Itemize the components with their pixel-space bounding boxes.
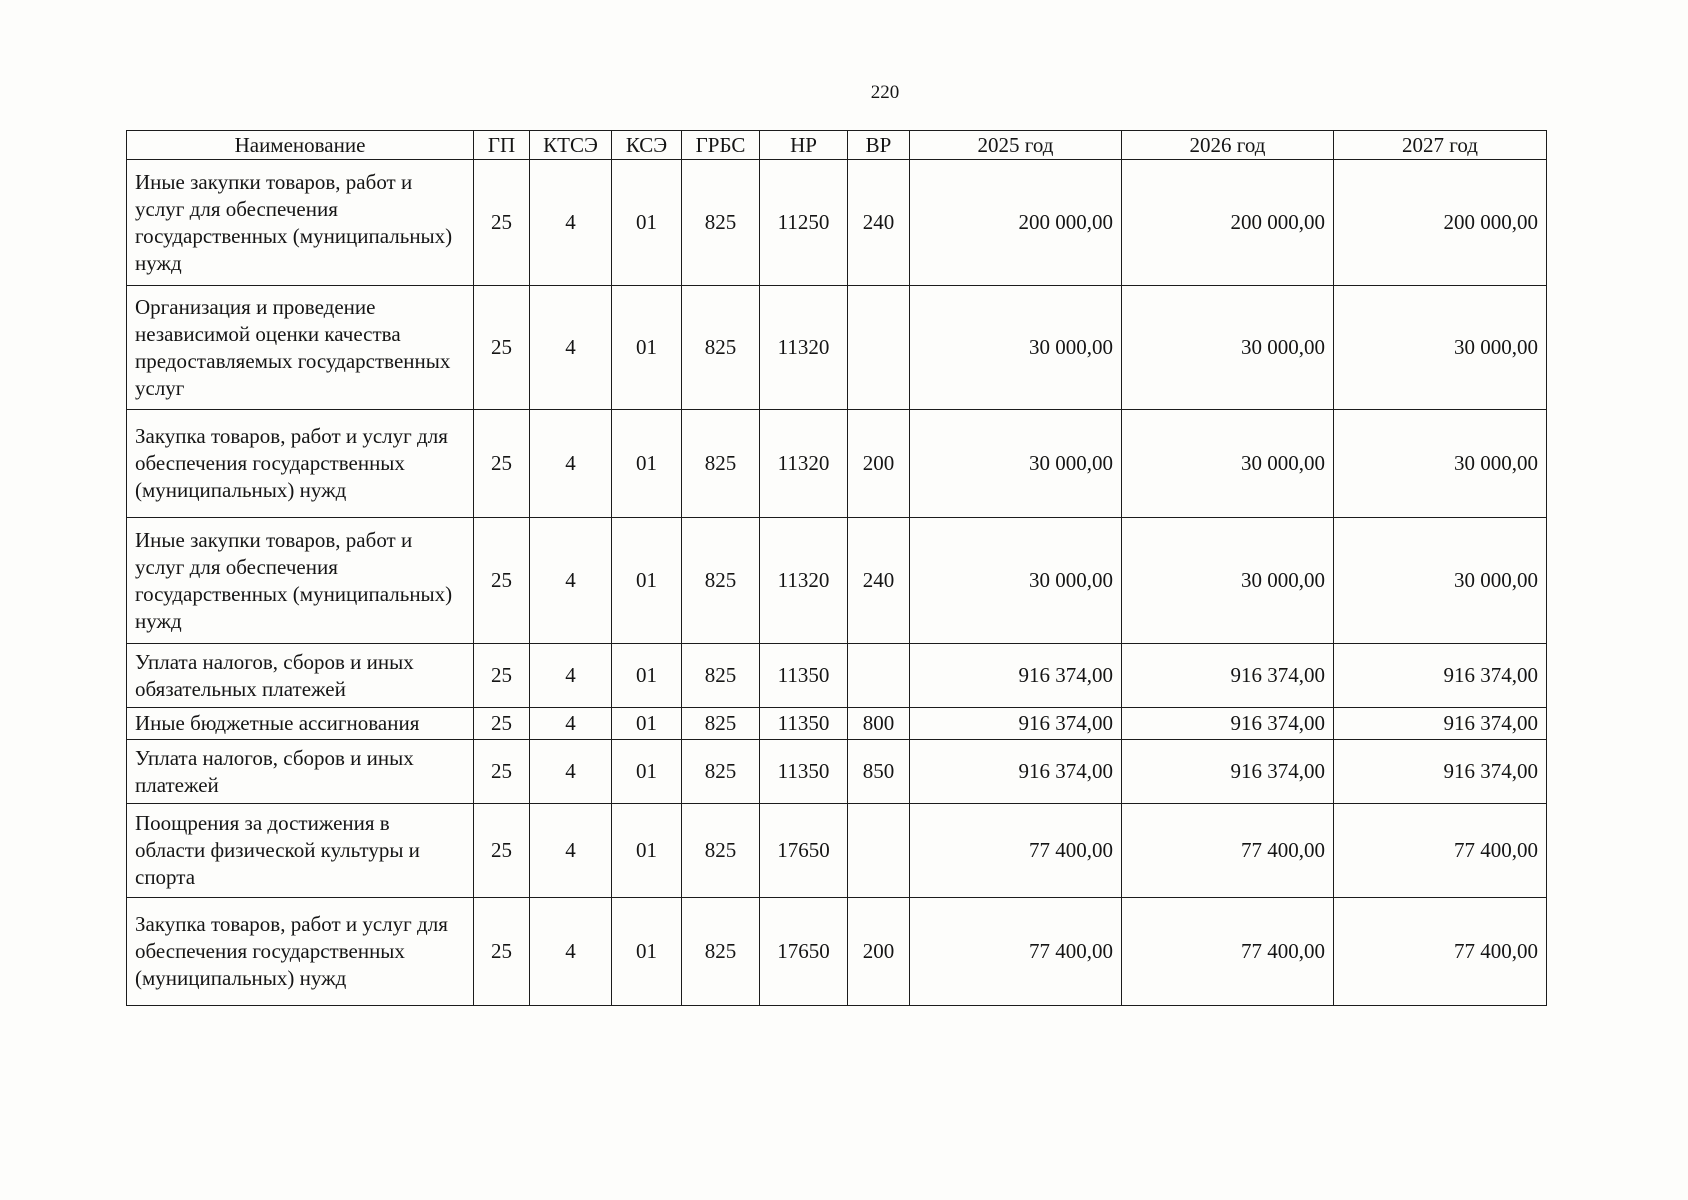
row-kse: 01 <box>612 410 682 518</box>
row-kse: 01 <box>612 740 682 804</box>
table-row <box>127 160 1547 286</box>
row-2026: 200 000,00 <box>1122 160 1334 286</box>
row-2027: 200 000,00 <box>1334 160 1547 286</box>
row-2026: 30 000,00 <box>1122 286 1334 410</box>
row-kse: 01 <box>612 804 682 898</box>
header-2027: 2027 год <box>1334 131 1547 160</box>
table-row <box>127 804 1547 898</box>
row-ktse: 4 <box>530 410 612 518</box>
row-vr: 800 <box>848 708 910 740</box>
row-vr <box>848 644 910 708</box>
row-nr: 11350 <box>760 644 848 708</box>
row-2026: 916 374,00 <box>1122 740 1334 804</box>
row-ktse: 4 <box>530 518 612 644</box>
row-name: Закупка товаров, работ и услуг для обеспечения государственных (муниципальных) нужд <box>127 898 474 1006</box>
header-nr: НР <box>760 131 848 160</box>
row-name: Иные закупки товаров, работ и услуг для обеспечения государственных (муниципальных) нужд <box>127 518 474 644</box>
row-2027: 77 400,00 <box>1334 898 1547 1006</box>
page-number: 220 <box>870 82 900 103</box>
table-row <box>127 898 1547 1006</box>
table-row <box>127 518 1547 644</box>
row-2026: 77 400,00 <box>1122 804 1334 898</box>
row-kse: 01 <box>612 898 682 1006</box>
row-2025: 30 000,00 <box>910 518 1122 644</box>
row-name: Иные бюджетные ассигнования <box>127 708 474 740</box>
row-grbs: 825 <box>682 804 760 898</box>
row-2025: 30 000,00 <box>910 286 1122 410</box>
row-ktse: 4 <box>530 708 612 740</box>
row-gp: 25 <box>474 804 530 898</box>
row-kse: 01 <box>612 518 682 644</box>
row-name: Уплата налогов, сборов и иных обязательных платежей <box>127 644 474 708</box>
row-kse: 01 <box>612 286 682 410</box>
row-vr <box>848 286 910 410</box>
row-2026: 30 000,00 <box>1122 410 1334 518</box>
row-2025: 77 400,00 <box>910 804 1122 898</box>
row-2025: 77 400,00 <box>910 898 1122 1006</box>
row-vr: 240 <box>848 160 910 286</box>
row-ktse: 4 <box>530 286 612 410</box>
row-nr: 11320 <box>760 518 848 644</box>
table-row <box>127 286 1547 410</box>
row-2026: 30 000,00 <box>1122 518 1334 644</box>
row-2026: 77 400,00 <box>1122 898 1334 1006</box>
row-grbs: 825 <box>682 518 760 644</box>
row-2025: 916 374,00 <box>910 644 1122 708</box>
row-grbs: 825 <box>682 898 760 1006</box>
row-vr: 200 <box>848 898 910 1006</box>
row-gp: 25 <box>474 160 530 286</box>
row-name: Уплата налогов, сборов и иных платежей <box>127 740 474 804</box>
row-nr: 17650 <box>760 804 848 898</box>
row-nr: 17650 <box>760 898 848 1006</box>
row-gp: 25 <box>474 644 530 708</box>
table-row <box>127 410 1547 518</box>
row-name: Поощрения за достижения в области физической культуры и спорта <box>127 804 474 898</box>
row-name: Закупка товаров, работ и услуг для обеспечения государственных (муниципальных) нужд <box>127 410 474 518</box>
row-ktse: 4 <box>530 804 612 898</box>
row-ktse: 4 <box>530 160 612 286</box>
row-2027: 916 374,00 <box>1334 644 1547 708</box>
table-row <box>127 740 1547 804</box>
row-nr: 11250 <box>760 160 848 286</box>
row-nr: 11320 <box>760 410 848 518</box>
row-grbs: 825 <box>682 740 760 804</box>
row-vr: 240 <box>848 518 910 644</box>
row-grbs: 825 <box>682 286 760 410</box>
row-grbs: 825 <box>682 160 760 286</box>
row-2027: 30 000,00 <box>1334 518 1547 644</box>
row-kse: 01 <box>612 708 682 740</box>
row-2025: 30 000,00 <box>910 410 1122 518</box>
row-gp: 25 <box>474 286 530 410</box>
row-name: Иные закупки товаров, работ и услуг для обеспечения государственных (муниципальных) нужд <box>127 160 474 286</box>
header-name: Наименование <box>127 131 474 160</box>
row-ktse: 4 <box>530 644 612 708</box>
row-grbs: 825 <box>682 708 760 740</box>
row-2026: 916 374,00 <box>1122 708 1334 740</box>
row-ktse: 4 <box>530 898 612 1006</box>
row-grbs: 825 <box>682 644 760 708</box>
row-2027: 30 000,00 <box>1334 286 1547 410</box>
row-name: Организация и проведение независимой оценки качества предоставляемых государственных услуг <box>127 286 474 410</box>
row-2026: 916 374,00 <box>1122 644 1334 708</box>
row-vr: 850 <box>848 740 910 804</box>
header-gp: ГП <box>474 131 530 160</box>
row-kse: 01 <box>612 160 682 286</box>
row-vr <box>848 804 910 898</box>
row-ktse: 4 <box>530 740 612 804</box>
row-grbs: 825 <box>682 410 760 518</box>
header-2025: 2025 год <box>910 131 1122 160</box>
row-gp: 25 <box>474 740 530 804</box>
header-grbs: ГРБС <box>682 131 760 160</box>
header-ktse: КТСЭ <box>530 131 612 160</box>
row-2027: 77 400,00 <box>1334 804 1547 898</box>
table-row <box>127 644 1547 708</box>
row-2027: 30 000,00 <box>1334 410 1547 518</box>
table-row <box>127 708 1547 740</box>
row-nr: 11350 <box>760 740 848 804</box>
row-vr: 200 <box>848 410 910 518</box>
header-row <box>127 131 1547 160</box>
row-nr: 11320 <box>760 286 848 410</box>
header-vr: ВР <box>848 131 910 160</box>
row-nr: 11350 <box>760 708 848 740</box>
row-gp: 25 <box>474 410 530 518</box>
budget-table <box>126 130 1547 1006</box>
row-gp: 25 <box>474 708 530 740</box>
header-kse: КСЭ <box>612 131 682 160</box>
row-2027: 916 374,00 <box>1334 708 1547 740</box>
row-2025: 916 374,00 <box>910 740 1122 804</box>
row-gp: 25 <box>474 898 530 1006</box>
row-kse: 01 <box>612 644 682 708</box>
row-2025: 200 000,00 <box>910 160 1122 286</box>
row-2027: 916 374,00 <box>1334 740 1547 804</box>
row-gp: 25 <box>474 518 530 644</box>
header-2026: 2026 год <box>1122 131 1334 160</box>
row-2025: 916 374,00 <box>910 708 1122 740</box>
